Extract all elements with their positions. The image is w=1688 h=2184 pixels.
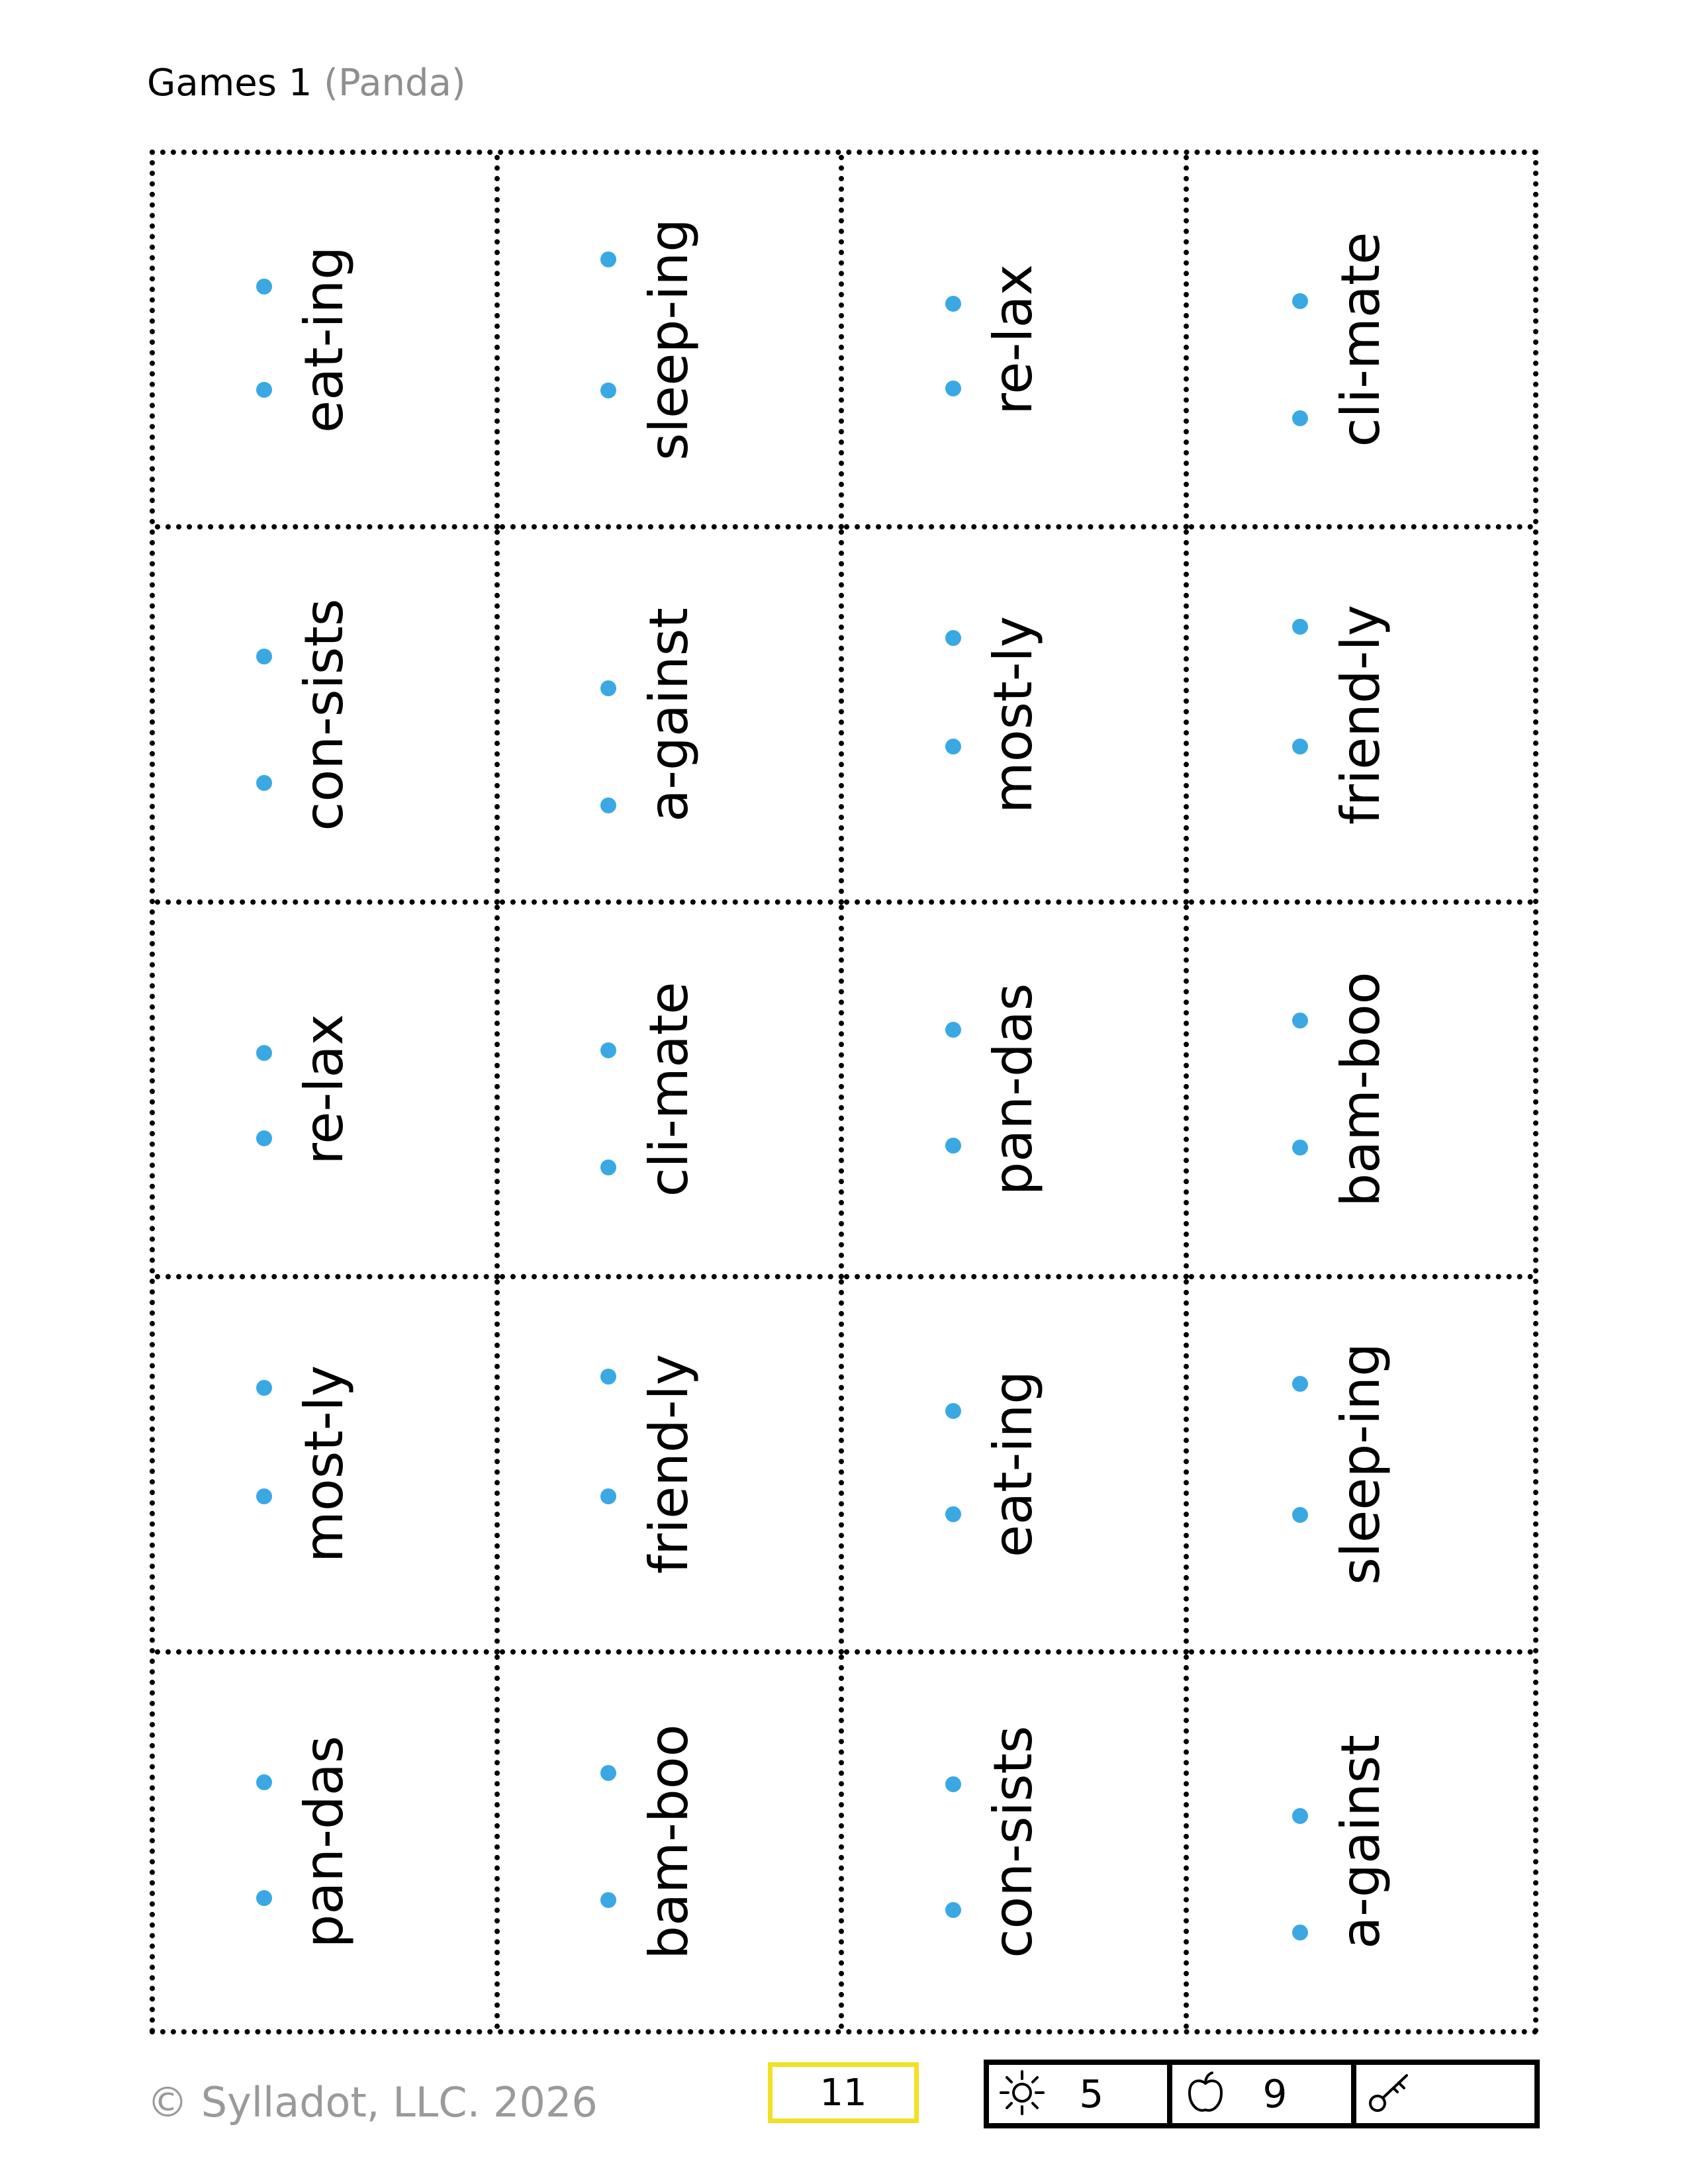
word-card-text: re-lax (293, 1014, 355, 1165)
word-card (500, 1655, 845, 2029)
level-apple-value: 9 (1262, 2071, 1288, 2116)
syllable-dot (945, 630, 961, 646)
page-subtitle: (Panda) (324, 62, 466, 105)
syllable-dot (1292, 1507, 1308, 1523)
word-card (844, 529, 1189, 904)
syllable-dot (600, 1160, 616, 1175)
syllable-dot (256, 775, 272, 791)
syllable-dot (256, 382, 272, 398)
syllable-dot (256, 279, 272, 295)
syllable-dot (600, 1488, 616, 1504)
syllable-dot (945, 1902, 961, 1918)
syllable-dot (600, 1892, 616, 1908)
word-card (1189, 529, 1534, 904)
word-card (500, 155, 845, 529)
level-indicators (984, 2060, 1540, 2128)
page-title: Games 1 (147, 62, 312, 105)
word-card-text: sleep-ing (637, 218, 700, 461)
word-card-text: pan-das (982, 983, 1045, 1196)
word-card-text: eat-ing (982, 1371, 1045, 1558)
word-card (500, 1279, 845, 1654)
word-card-text: a-gainst (1329, 1734, 1391, 1949)
syllable-dot (945, 739, 961, 754)
syllable-dot (1292, 1140, 1308, 1156)
syllable-dot (600, 1369, 616, 1385)
syllable-dot (256, 649, 272, 664)
level-sun (989, 2065, 1167, 2123)
word-card-text: re-lax (982, 264, 1045, 416)
syllable-dot (256, 1890, 272, 1906)
syllable-dot (256, 1774, 272, 1790)
word-card (1189, 1279, 1534, 1654)
syllable-dot (945, 1138, 961, 1154)
word-card (844, 1655, 1189, 2029)
syllable-dot (945, 381, 961, 396)
word-card-text: bam-boo (1329, 972, 1391, 1207)
syllable-dot (945, 1776, 961, 1792)
word-card (155, 155, 500, 529)
word-card (500, 529, 845, 904)
word-card-text: eat-ing (293, 246, 355, 433)
syllable-dot (1292, 739, 1308, 754)
word-card (500, 905, 845, 1279)
word-card-text: most-ly (982, 615, 1045, 813)
syllable-dot (945, 1506, 961, 1522)
word-card-text: cli-mate (1329, 232, 1391, 447)
syllable-dot (600, 1042, 616, 1058)
word-card (844, 1279, 1189, 1654)
level-sun-value: 5 (1079, 2071, 1104, 2116)
word-card-text: most-ly (293, 1365, 355, 1563)
level-key (1351, 2065, 1534, 2123)
syllable-dot (600, 251, 616, 267)
syllable-dot (1292, 410, 1308, 426)
syllable-dot (256, 1488, 272, 1504)
syllable-dot (256, 1130, 272, 1146)
syllable-dot (945, 1403, 961, 1419)
word-card (155, 529, 500, 904)
word-card-text: cli-mate (637, 981, 700, 1197)
word-card (844, 905, 1189, 1279)
syllable-dot (1292, 1925, 1308, 1940)
key-icon (1366, 2069, 1416, 2119)
word-card (155, 1279, 500, 1654)
word-card-text: sleep-ing (1329, 1343, 1391, 1586)
word-card-text: con-sists (982, 1725, 1045, 1958)
word-card-text: con-sists (293, 598, 355, 831)
page-header (147, 62, 466, 105)
word-card (1189, 905, 1534, 1279)
syllable-dot (1292, 293, 1308, 309)
word-card-text: a-gainst (637, 607, 700, 822)
word-card-text: friend-ly (1329, 604, 1391, 825)
syllable-dot (1292, 1376, 1308, 1392)
word-card (844, 155, 1189, 529)
word-card (1189, 1655, 1534, 2029)
syllable-dot (945, 1022, 961, 1038)
word-card-text: pan-das (293, 1735, 355, 1948)
syllable-dot (1292, 619, 1308, 635)
word-card-text: bam-boo (637, 1724, 700, 1960)
page-number: 11 (820, 2071, 867, 2115)
word-card-text: friend-ly (637, 1354, 700, 1574)
syllable-dot (600, 1765, 616, 1781)
syllable-dot (256, 1380, 272, 1396)
copyright-text: © Sylladot, LLC. 2026 (147, 2078, 598, 2126)
word-card (1189, 155, 1534, 529)
level-apple (1167, 2065, 1350, 2123)
page-number-box (768, 2062, 919, 2123)
syllable-dot (1292, 1013, 1308, 1028)
word-card (155, 905, 500, 1279)
syllable-dot (256, 1045, 272, 1061)
card-grid (150, 150, 1538, 2034)
syllable-dot (600, 680, 616, 696)
word-card (155, 1655, 500, 2029)
syllable-dot (600, 383, 616, 398)
syllable-dot (945, 296, 961, 312)
syllable-dot (1292, 1808, 1308, 1824)
syllable-dot (600, 797, 616, 813)
